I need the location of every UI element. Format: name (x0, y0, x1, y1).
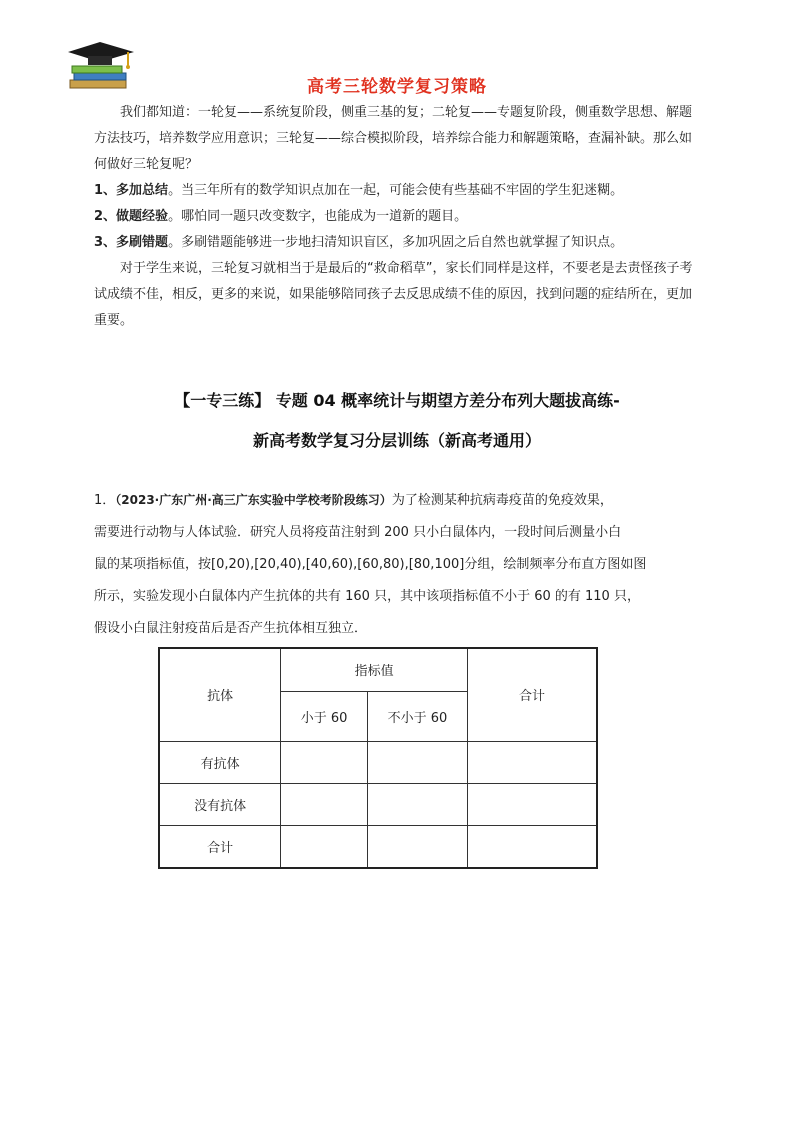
table-cell (281, 825, 368, 868)
table-cell (467, 825, 597, 868)
closing-paragraph: 对于学生来说，三轮复习就相当于是最后的“救命稻草”，家长们同样是这样，不要老是去责怪孩子考试成绩不佳，相反，更多的来说，如果能够陪同孩子去反思成绩不佳的原因，找到问题的症结所在，更加重要。 (94, 261, 693, 328)
section-heading-line-1: 【一专三练】 专题 04 概率统计与期望方差分布列大题拔高练- (174, 391, 620, 410)
table-row-header: 有抗体 (159, 741, 281, 783)
tip-item-1 (94, 178, 694, 204)
table-row-header: 合计 (159, 825, 281, 868)
tip-lead: 多加总结 (116, 183, 169, 198)
tip-text: 。多刷错题能够进一步地扫清知识盲区，多加巩固之后自然也就掌握了知识点。 (168, 235, 624, 250)
table-group-header: 指标值 (281, 648, 468, 691)
problem-line-2: 需要进行动物与人体试验．研究人员将疫苗注射到 200 只小白鼠体内，一段时间后测量小白 (94, 525, 622, 540)
table-col-header: 不小于 60 (367, 691, 467, 741)
section-heading-line-2: 新高考数学复习分层训练（新高考通用） (252, 431, 541, 450)
problem-text: 为了检测某种抗病毒疫苗的免疫效果， (391, 493, 613, 508)
tip-text: 。哪怕同一题只改变数字，也能成为一道新的题目。 (168, 209, 468, 224)
problem-line-3: 鼠的某项指标值，按[0,20),[20,40),[40,60),[60,80),[80,100]分组，绘制频率分布直方图如图 (94, 557, 647, 572)
problem-source: （2023·广东广州·高三广东实验中学校考阶段练习） (115, 493, 392, 507)
tip-number: 1、 (94, 183, 117, 198)
problem-line-5: 假设小白鼠注射疫苗后是否产生抗体相互独立． (94, 621, 368, 636)
table-cell (367, 825, 467, 868)
tip-item-2 (94, 204, 694, 230)
tip-lead: 做题经验 (116, 209, 169, 224)
table-row-header: 没有抗体 (159, 783, 281, 825)
table-row (159, 825, 597, 868)
table-cell (467, 783, 597, 825)
problem-line-1 (94, 484, 704, 517)
table-col-header: 小于 60 (281, 691, 368, 741)
problem-line-4: 所示，实验发现小白鼠体内产生抗体的共有 160 只，其中该项指标值不小于 60 的有 110 只， (94, 589, 640, 604)
intro-paragraph: 我们都知道：一轮复——系统复阶段，侧重三基的复；二轮复——专题复阶段，侧重数学思想、解题方法技巧，培养数学应用意识；三轮复——综合模拟阶段，培养综合能力和解题策略，查漏补缺。那么如何做好三轮复呢？ (94, 105, 693, 172)
table-total-header: 合计 (467, 648, 597, 741)
tip-number: 2、 (94, 209, 117, 224)
problem-number: 1． (94, 493, 116, 508)
table-cell (281, 783, 368, 825)
problem-1 (94, 484, 704, 645)
table-cell (467, 741, 597, 783)
table-row (159, 783, 597, 825)
table-cell (367, 783, 467, 825)
intro-section (94, 100, 694, 334)
page-title: 高考三轮数学复习策略 (307, 77, 487, 97)
table-row (159, 741, 597, 783)
table-cell (367, 741, 467, 783)
contingency-table (158, 647, 598, 869)
table-corner-header: 抗体 (159, 648, 281, 741)
table-cell (281, 741, 368, 783)
tip-item-3 (94, 230, 694, 256)
tip-number: 3、 (94, 235, 117, 250)
tip-lead: 多刷错题 (116, 235, 169, 250)
tip-text: 。当三年所有的数学知识点加在一起，可能会使有些基础不牢固的学生犯迷糊。 (168, 183, 624, 198)
